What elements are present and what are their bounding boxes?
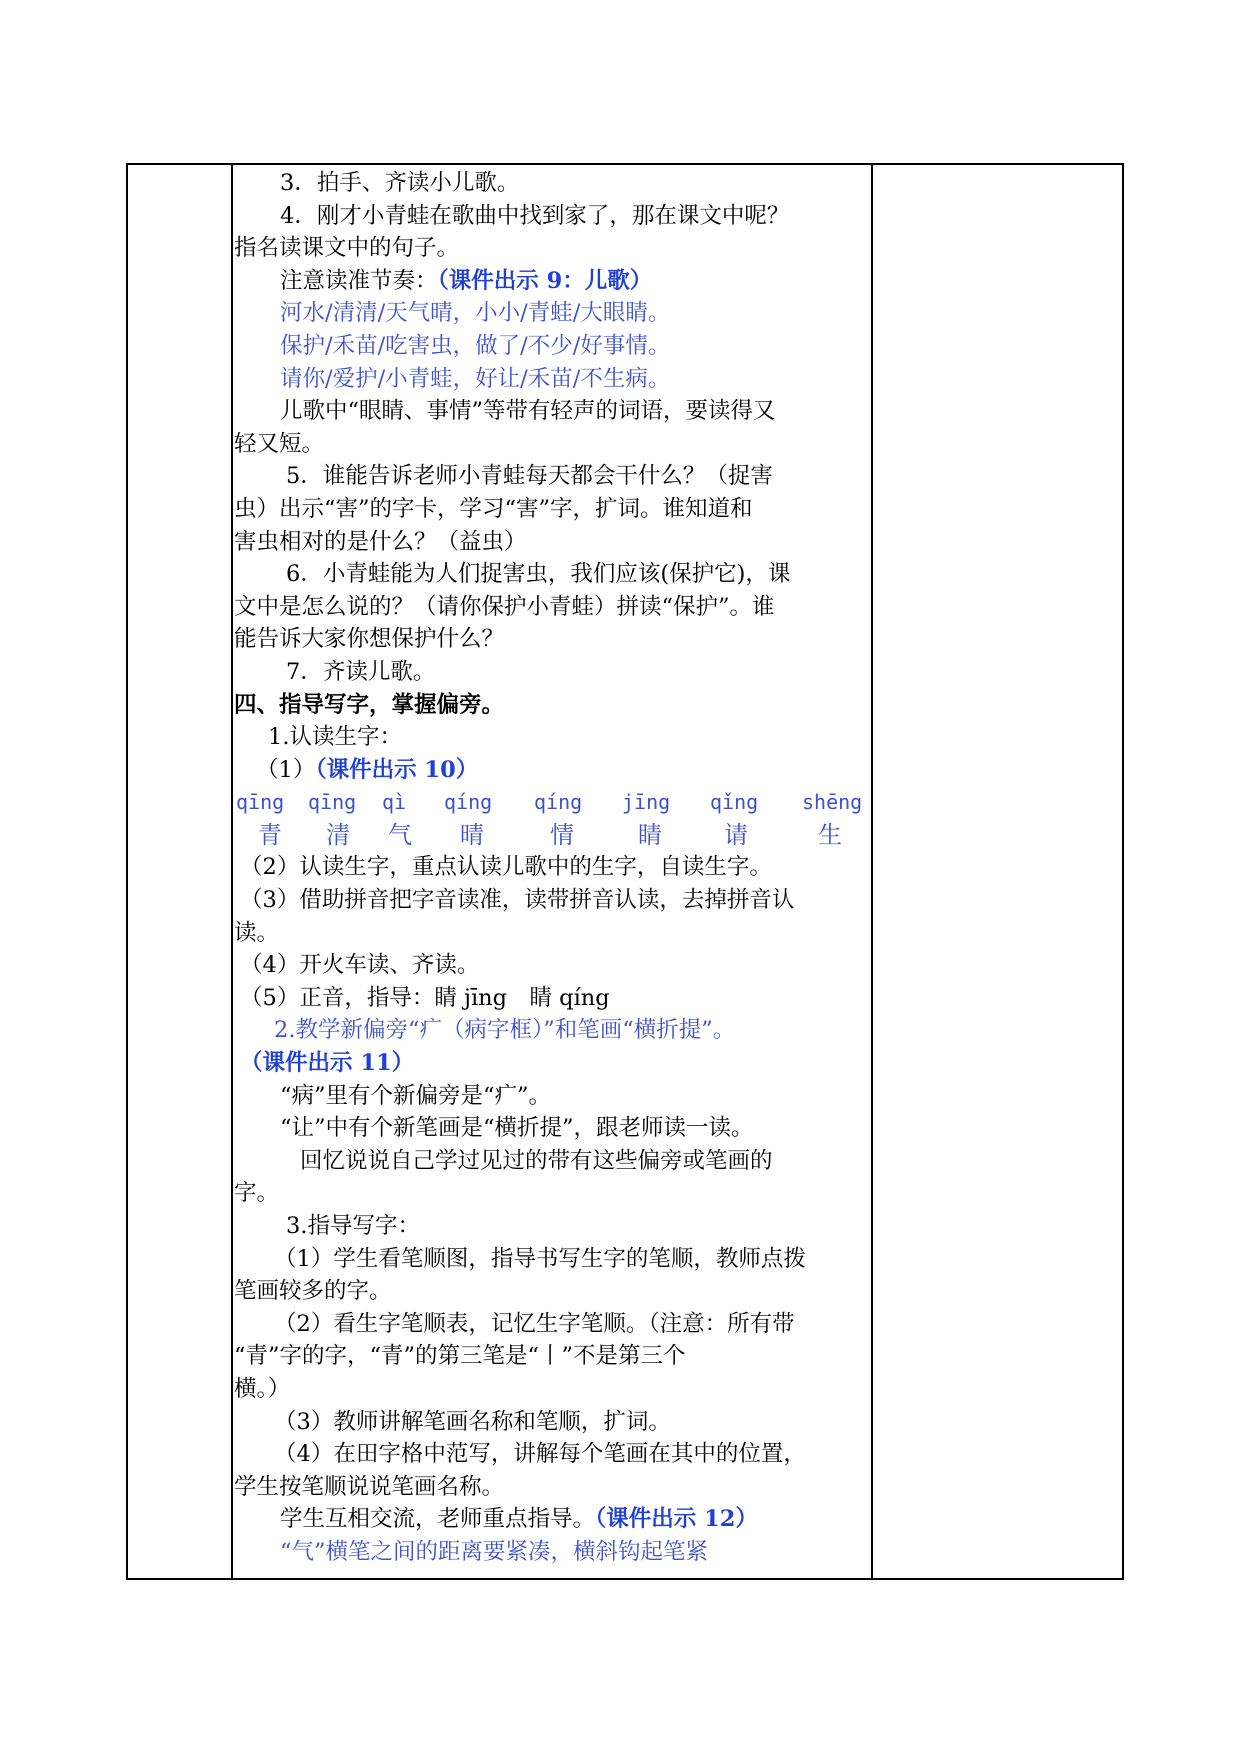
courseware-9-label: （课件出示 9：儿歌） xyxy=(437,267,653,294)
writing-item-2-cont-1: “青”字的字，“青”的第三笔是“丨”不是第三个 xyxy=(234,1343,686,1370)
char-item: 情 xyxy=(550,820,574,849)
char-item: 请 xyxy=(724,820,748,849)
step-6-cont-2: 能告诉大家你想保护什么？ xyxy=(234,626,505,653)
new-radical-line: 2.教学新偏旁“疒（病字框）”和笔画“横折提”。 xyxy=(274,1017,736,1044)
qi-writing-note: “气”横笔之间的距离要紧凑，横斜钩起笔紧 xyxy=(280,1538,709,1565)
rhythm-note-text: 注意读准节奏： xyxy=(280,267,438,294)
char-row xyxy=(234,819,870,852)
writing-item-4: （4）在田字格中范写，讲解每个笔画在其中的位置， xyxy=(274,1441,806,1468)
char-item: 清 xyxy=(326,820,350,849)
stroke-note: “让”中有个新笔画是“横折提”，跟老师读一读。 xyxy=(280,1115,754,1142)
column-divider-left xyxy=(231,165,233,1578)
pinyin-item: qì xyxy=(382,790,407,815)
column-divider-right xyxy=(871,165,873,1578)
step-6-line: 6．小青蛙能为人们捉害虫，我们应该(保护它)，课 xyxy=(286,561,791,588)
char-item: 气 xyxy=(388,820,412,849)
step-6-cont-1: 文中是怎么说的？（请你保护小青蛙）拼读“保护”。谁 xyxy=(234,593,775,620)
step-5-cont-1: 虫）出示“害”的字卡，学习“害”字，扩词。谁知道和 xyxy=(234,495,753,522)
writing-heading: 3.指导写字： xyxy=(286,1213,420,1239)
radical-note: “病”里有个新偏旁是“疒”。 xyxy=(280,1082,552,1109)
char-item: 睛 xyxy=(638,820,662,849)
item-4-line: （4）开火车读、齐读。 xyxy=(240,952,480,979)
item-1-label: （1） xyxy=(256,756,316,783)
char-item: 青 xyxy=(258,820,282,849)
pinyin-item: shēng xyxy=(802,790,863,815)
char-item: 晴 xyxy=(460,820,484,849)
step-7-line: 7．齐读儿歌。 xyxy=(286,658,436,685)
writing-item-2-cont-2: 横。） xyxy=(234,1375,291,1402)
step-4-line: 4．刚才小青蛙在歌曲中找到家了，那在课文中呢？ xyxy=(280,202,790,229)
pinyin-item: qīng xyxy=(308,790,357,815)
writing-item-1: （1）学生看笔顺图，指导书写生字的笔顺，教师点拨 xyxy=(274,1245,806,1272)
char-item: 生 xyxy=(818,820,842,849)
courseware-10-line xyxy=(234,754,870,787)
pinyin-item: qǐng xyxy=(710,790,759,815)
writing-item-2: （2）看生字笔顺表，记忆生字笔顺。（注意：所有带 xyxy=(274,1310,795,1337)
exchange-text: 学生互相交流，老师重点指导。 xyxy=(280,1506,596,1533)
rhythm-note xyxy=(234,265,870,298)
step-4-cont: 指名读课文中的句子。 xyxy=(234,235,460,262)
rhyme-line-2: 保护/禾苗/吃害虫，做了/不少/好事情。 xyxy=(280,332,671,359)
rhyme-line-3: 请你/爱护/小青蛙，好让/禾苗/不生病。 xyxy=(280,365,671,392)
pinyin-item: qíng xyxy=(444,790,493,815)
exchange-line xyxy=(234,1503,870,1536)
writing-item-3: （3）教师讲解笔画名称和笔顺，扩词。 xyxy=(274,1408,671,1435)
recall-note-cont: 字。 xyxy=(234,1180,280,1207)
step-3-line: 3．拍手、齐读小儿歌。 xyxy=(280,170,520,196)
step-5-cont-2: 害虫相对的是什么？（益虫） xyxy=(234,528,527,555)
pinyin-item: qīng xyxy=(236,790,285,815)
neutral-tone-note-cont: 轻又短。 xyxy=(234,430,325,457)
read-new-chars-heading: 1.认读生字： xyxy=(268,724,402,751)
lesson-table xyxy=(126,163,1124,1580)
lesson-content xyxy=(234,167,870,1569)
item-5-line: （5）正音，指导：睛 jīng 睛 qíng xyxy=(240,984,610,1011)
pinyin-row xyxy=(234,786,870,819)
pinyin-item: qíng xyxy=(534,790,583,815)
courseware-12-label: （课件出示 12） xyxy=(595,1506,758,1533)
pinyin-item: jīng xyxy=(622,790,671,815)
neutral-tone-note: 儿歌中“眼睛、事情”等带有轻声的词语，要读得又 xyxy=(280,398,776,425)
section-4-heading: 四、指导写字，掌握偏旁。 xyxy=(234,691,505,718)
item-3-line: （3）借助拼音把字音读准，读带拼音认读，去掉拼音认 xyxy=(240,887,795,914)
item-2-line: （2）认读生字，重点认读儿歌中的生字，自读生字。 xyxy=(240,854,772,881)
courseware-10-label: （课件出示 10） xyxy=(315,756,479,783)
writing-item-4-cont: 学生按笔顺说说笔画名称。 xyxy=(234,1473,505,1500)
rhyme-line-1: 河水/清清/天气晴，小小/青蛙/大眼睛。 xyxy=(280,300,671,327)
courseware-11-label: （课件出示 11） xyxy=(240,1050,415,1077)
writing-item-1-cont: 笔画较多的字。 xyxy=(234,1278,392,1305)
item-3-cont: 读。 xyxy=(234,919,280,946)
recall-note: 回忆说说自己学过见过的带有这些偏旁或笔画的 xyxy=(300,1147,773,1174)
step-5-line: 5．谁能告诉老师小青蛙每天都会干什么？（捉害 xyxy=(286,463,773,490)
